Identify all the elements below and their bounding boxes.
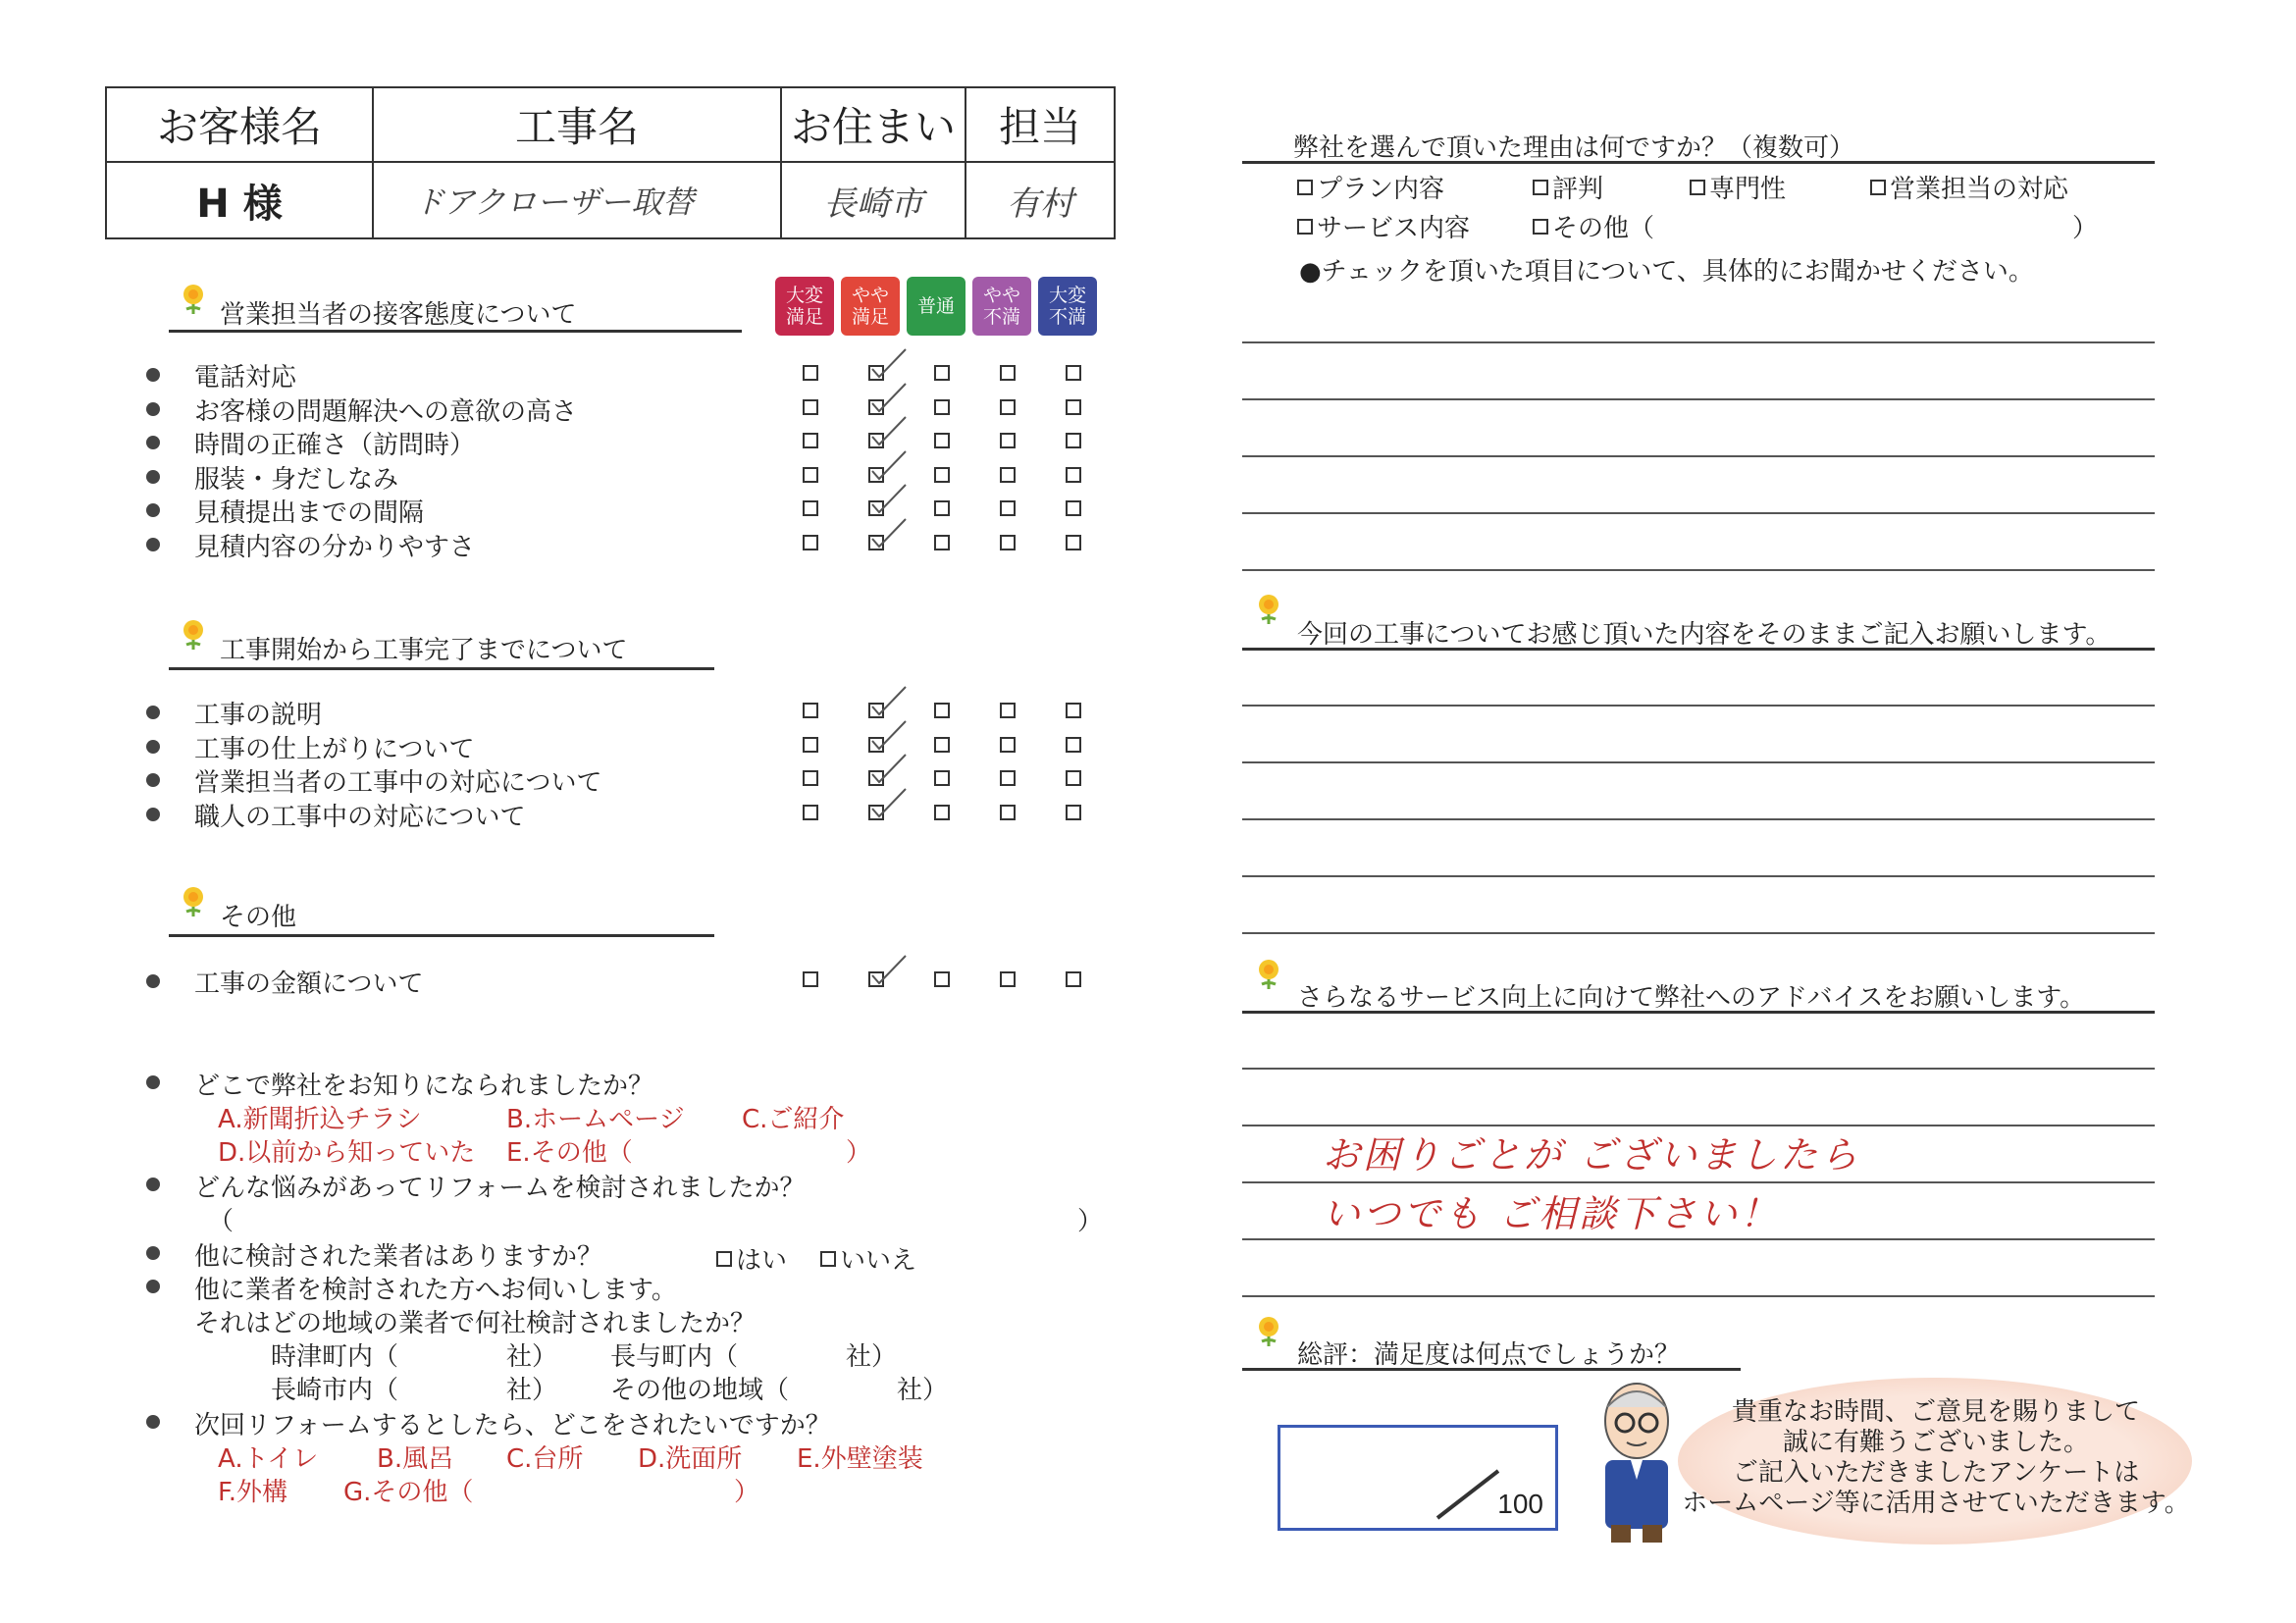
question-other-vendors: 他に検討された業者はありますか？ — [194, 1242, 603, 1272]
bullet — [146, 740, 160, 754]
no-label: いいえ — [840, 1246, 917, 1276]
option-exterior[interactable]: F.外構 — [218, 1478, 288, 1507]
rating-checkbox[interactable] — [934, 805, 950, 820]
writing-line[interactable] — [1242, 1295, 2155, 1297]
rating-row — [145, 799, 1126, 832]
option-other-open[interactable]: E.その他（ — [506, 1138, 633, 1168]
question-next-reform: 次回リフォームするとしたら、どこをされたいですか？ — [194, 1411, 831, 1440]
writing-line[interactable] — [1242, 569, 2155, 571]
checkbox-yes[interactable] — [716, 1240, 787, 1277]
option-known-before[interactable]: D.以前から知っていた — [218, 1138, 476, 1168]
section2-rule — [169, 667, 714, 670]
rating-row — [145, 764, 1126, 798]
rating-checkbox[interactable] — [1000, 703, 1016, 718]
bullet — [146, 470, 160, 484]
option-exterior-paint[interactable]: E.外壁塗装 — [797, 1444, 923, 1474]
option-other-close: ） — [846, 1138, 872, 1168]
work-name-value: ドアクローザー取替 — [373, 162, 781, 238]
writing-line[interactable] — [1242, 398, 2155, 400]
reason-other[interactable] — [1533, 208, 1654, 244]
thanks-line: ご記入いただきましたアンケートは — [1732, 1458, 2140, 1488]
header-customer-name: お客様名 — [106, 87, 373, 162]
rating-checkbox[interactable] — [1000, 737, 1016, 753]
rating-checkbox[interactable] — [1066, 805, 1081, 820]
checkbox-box[interactable] — [1297, 180, 1313, 195]
option-other-open[interactable]: G.その他（ — [343, 1478, 474, 1507]
rating-item-label: お客様の問題解決への意欲の高さ — [194, 396, 578, 427]
option-homepage[interactable]: B.ホームページ — [506, 1105, 685, 1134]
area-nagasaki: 長崎市内（ — [271, 1376, 399, 1405]
rating-checkbox[interactable] — [803, 433, 818, 448]
scale-somewhat-satisfied: やや満足 — [841, 277, 900, 336]
writing-line[interactable] — [1242, 341, 2155, 343]
reason-label: プラン内容 — [1317, 175, 1445, 204]
rating-checkbox[interactable] — [934, 737, 950, 753]
rating-checkbox[interactable] — [934, 467, 950, 483]
checkbox-box[interactable] — [1533, 180, 1548, 195]
question-how-found: どこで弊社をお知りになられましたか？ — [194, 1072, 654, 1101]
check-mark-icon — [870, 382, 910, 415]
header-residence: お住まい — [781, 87, 965, 162]
rating-checkbox[interactable] — [803, 971, 818, 987]
rating-item-label: 職人の工事中の対応について — [194, 802, 526, 832]
bullet — [146, 402, 160, 416]
reason-sales-response[interactable] — [1870, 169, 2068, 205]
flower-icon — [179, 618, 208, 652]
writing-line[interactable] — [1242, 818, 2155, 820]
rating-checkbox[interactable] — [934, 535, 950, 550]
writing-line[interactable] — [1242, 932, 2155, 934]
question-ask-vendors: 他に業者を検討された方へお伺いします。 — [194, 1276, 677, 1305]
impression-rule — [1242, 648, 2155, 651]
rating-checkbox[interactable] — [934, 365, 950, 381]
reason-label: 専門性 — [1709, 175, 1787, 204]
rating-checkbox[interactable] — [803, 535, 818, 550]
rating-row — [145, 495, 1126, 528]
rating-item-label: 服装・身だしなみ — [194, 464, 399, 495]
bullet — [146, 1178, 160, 1191]
rating-checkbox[interactable] — [1066, 365, 1081, 381]
bullet — [146, 436, 160, 449]
rating-item-label: 工事の金額について — [194, 969, 424, 999]
section3-title: その他 — [220, 903, 297, 932]
area-nagasaki-count: 社） — [506, 1376, 558, 1405]
checkbox-box[interactable] — [1870, 180, 1886, 195]
customer-name-value: H 様 — [106, 162, 373, 238]
thanks-line: 誠に有難うございました。 — [1782, 1428, 2089, 1457]
rating-checkbox[interactable] — [803, 703, 818, 718]
scale-very-dissatisfied: 大変不満 — [1038, 277, 1097, 336]
rating-item-label: 電話対応 — [194, 363, 297, 393]
area-nagayo-count: 社） — [846, 1342, 898, 1372]
option-washroom[interactable]: D.洗面所 — [638, 1444, 743, 1474]
rating-row — [145, 427, 1126, 460]
rating-checkbox[interactable] — [803, 365, 818, 381]
bullet — [146, 773, 160, 787]
rating-checkbox[interactable] — [1066, 535, 1081, 550]
rating-item-label: 見積内容の分かりやすさ — [194, 532, 476, 562]
check-mark-icon — [870, 685, 910, 718]
flower-icon — [179, 885, 208, 918]
score-title: 総評：満足度は何点でしょうか？ — [1297, 1340, 1681, 1370]
rating-checkbox[interactable] — [803, 805, 818, 820]
rating-item-label: 工事の仕上がりについて — [194, 734, 475, 764]
area-togitsu-count: 社） — [506, 1342, 558, 1372]
area-togitsu: 時津町内（ — [271, 1342, 399, 1372]
rating-checkbox[interactable] — [934, 399, 950, 415]
concern-open-paren: （ — [208, 1207, 235, 1236]
rating-checkbox[interactable] — [1066, 433, 1081, 448]
residence-value: 長崎市 — [781, 162, 965, 238]
rating-checkbox[interactable] — [803, 770, 818, 786]
thanks-line: ホームページ等に活用させていただきます。 — [1682, 1489, 2190, 1518]
flower-icon — [1254, 1315, 1283, 1348]
rating-checkbox[interactable] — [1066, 770, 1081, 786]
rating-checkbox[interactable] — [934, 433, 950, 448]
scale-somewhat-dissatisfied: やや不満 — [972, 277, 1031, 336]
reason-reputation[interactable] — [1533, 169, 1603, 205]
rating-checkbox[interactable] — [1066, 399, 1081, 415]
rating-checkbox[interactable] — [1066, 737, 1081, 753]
section1-rule — [169, 330, 742, 333]
bullet — [146, 974, 160, 988]
checkbox-box[interactable] — [820, 1251, 836, 1267]
check-mark-icon — [870, 517, 910, 550]
option-other-close: ） — [734, 1478, 760, 1507]
thanks-line: 貴重なお時間、ご意見を賜りまして — [1731, 1397, 2140, 1427]
thanks-message — [1668, 1397, 2204, 1519]
rating-checkbox[interactable] — [1000, 535, 1016, 550]
advice-handwritten-line2: いつでも ご相談下さい！ — [1323, 1192, 1781, 1235]
checkbox-box[interactable] — [1690, 180, 1705, 195]
option-referral[interactable]: C.ご紹介 — [742, 1105, 845, 1134]
rating-row — [145, 461, 1126, 495]
bullet — [146, 1415, 160, 1429]
section2-title: 工事開始から工事完了までについて — [220, 636, 628, 665]
reason-title: 弊社を選んで頂いた理由は何ですか？（複数可） — [1293, 133, 1855, 163]
yes-label: はい — [736, 1246, 788, 1276]
rating-checkbox[interactable] — [934, 770, 950, 786]
advice-rule — [1242, 1011, 2155, 1014]
area-other-count: 社） — [897, 1376, 949, 1405]
checkbox-box[interactable] — [1297, 219, 1313, 235]
option-newspaper[interactable]: A.新聞折込チラシ — [218, 1105, 422, 1134]
scale-neutral: 普通 — [907, 277, 965, 336]
reason-plan[interactable] — [1297, 169, 1444, 205]
rating-checkbox[interactable] — [1066, 703, 1081, 718]
rating-scale — [775, 277, 1097, 336]
rating-row — [145, 731, 1126, 764]
option-kitchen[interactable]: C.台所 — [506, 1444, 584, 1474]
question-concern: どんな悩みがあってリフォームを検討されましたか？ — [194, 1174, 806, 1203]
bullet — [146, 503, 160, 517]
writing-line[interactable] — [1242, 761, 2155, 763]
score-slash — [1434, 1467, 1502, 1522]
rating-checkbox[interactable] — [934, 703, 950, 718]
staff-value: 有村 — [965, 162, 1115, 238]
concern-close-paren: ） — [1077, 1207, 1104, 1236]
check-mark-icon — [870, 753, 910, 786]
bullet — [146, 538, 160, 551]
bullet — [146, 368, 160, 382]
score-max: 100 — [1497, 1489, 1543, 1519]
rating-checkbox[interactable] — [803, 399, 818, 415]
section3-rule — [169, 934, 714, 937]
reason-expertise[interactable] — [1690, 169, 1786, 205]
reason-other-close: ） — [2072, 214, 2099, 243]
checkbox-box[interactable] — [1533, 219, 1548, 235]
bullet — [146, 1246, 160, 1260]
writing-line[interactable] — [1242, 1238, 2155, 1240]
area-nagayo: 長与町内（ — [610, 1342, 739, 1372]
rating-checkbox[interactable] — [803, 500, 818, 516]
check-mark-icon — [870, 954, 910, 987]
rating-item-label: 時間の正確さ（訪問時） — [194, 431, 476, 460]
rating-checkbox[interactable] — [1000, 971, 1016, 987]
rating-checkbox[interactable] — [803, 737, 818, 753]
flower-icon — [179, 283, 208, 316]
rating-checkbox[interactable] — [1000, 399, 1016, 415]
area-other: その他の地域（ — [610, 1376, 790, 1405]
bullet — [146, 1075, 160, 1089]
rating-checkbox[interactable] — [1000, 365, 1016, 381]
bullet — [146, 706, 160, 719]
reason-label: サービス内容 — [1317, 214, 1471, 243]
writing-line[interactable] — [1242, 875, 2155, 877]
reason-note: ●チェックを頂いた項目について、具体的にお聞かせください。 — [1299, 257, 2034, 287]
check-mark-icon — [870, 787, 910, 820]
reason-label: その他（ — [1552, 214, 1655, 243]
impression-title: 今回の工事についてお感じ頂いた内容をそのままご記入お願いします。 — [1297, 620, 2112, 650]
rating-checkbox[interactable] — [803, 467, 818, 483]
score-box[interactable] — [1278, 1425, 1558, 1531]
rating-checkbox[interactable] — [1000, 770, 1016, 786]
writing-line[interactable] — [1242, 455, 2155, 457]
check-mark-icon — [870, 719, 910, 753]
advice-handwritten-line1: お困りごとが ございましたら — [1323, 1133, 1861, 1177]
writing-line[interactable] — [1242, 512, 2155, 514]
rating-item-label: 営業担当者の工事中の対応について — [194, 768, 602, 798]
rating-row — [145, 529, 1126, 562]
rating-item-label: 工事の説明 — [194, 701, 323, 730]
rating-checkbox[interactable] — [934, 500, 950, 516]
rating-checkbox[interactable] — [1000, 805, 1016, 820]
advice-title: さらなるサービス向上に向けて弊社へのアドバイスをお願いします。 — [1297, 983, 2086, 1013]
section1-title: 営業担当者の接客態度について — [220, 300, 577, 330]
header-staff: 担当 — [965, 87, 1115, 162]
checkbox-no[interactable] — [820, 1240, 916, 1277]
checkbox-box[interactable] — [716, 1251, 732, 1267]
rating-checkbox[interactable] — [1066, 467, 1081, 483]
flower-icon — [1254, 958, 1283, 991]
rating-checkbox[interactable] — [1066, 971, 1081, 987]
bullet — [146, 1280, 160, 1293]
rating-row — [145, 359, 1126, 393]
check-mark-icon — [870, 449, 910, 483]
rating-row — [145, 697, 1126, 730]
check-mark-icon — [870, 347, 910, 381]
bullet — [146, 808, 160, 821]
writing-line[interactable] — [1242, 1068, 2155, 1070]
rating-checkbox[interactable] — [1000, 467, 1016, 483]
option-bath[interactable]: B.風呂 — [377, 1444, 454, 1474]
option-toilet[interactable]: A.トイレ — [218, 1444, 319, 1474]
reason-label: 評判 — [1552, 175, 1604, 204]
check-mark-icon — [870, 483, 910, 516]
question-vendor-areas: それはどの地域の業者で何社検討されましたか？ — [194, 1309, 757, 1338]
reason-rule — [1242, 161, 2155, 164]
flower-icon — [1254, 593, 1283, 626]
scale-very-satisfied: 大変満足 — [775, 277, 834, 336]
rating-checkbox[interactable] — [1000, 500, 1016, 516]
rating-checkbox[interactable] — [1066, 500, 1081, 516]
rating-row — [145, 966, 1126, 999]
score-rule — [1242, 1368, 1741, 1371]
check-mark-icon — [870, 415, 910, 448]
customer-info-table — [105, 86, 1116, 239]
header-work-name: 工事名 — [373, 87, 781, 162]
reason-label: 営業担当の対応 — [1890, 175, 2069, 204]
reason-service[interactable] — [1297, 208, 1470, 244]
rating-row — [145, 393, 1126, 427]
rating-item-label: 見積提出までの間隔 — [194, 498, 425, 528]
writing-line[interactable] — [1242, 705, 2155, 707]
rating-checkbox[interactable] — [934, 971, 950, 987]
rating-checkbox[interactable] — [1000, 433, 1016, 448]
